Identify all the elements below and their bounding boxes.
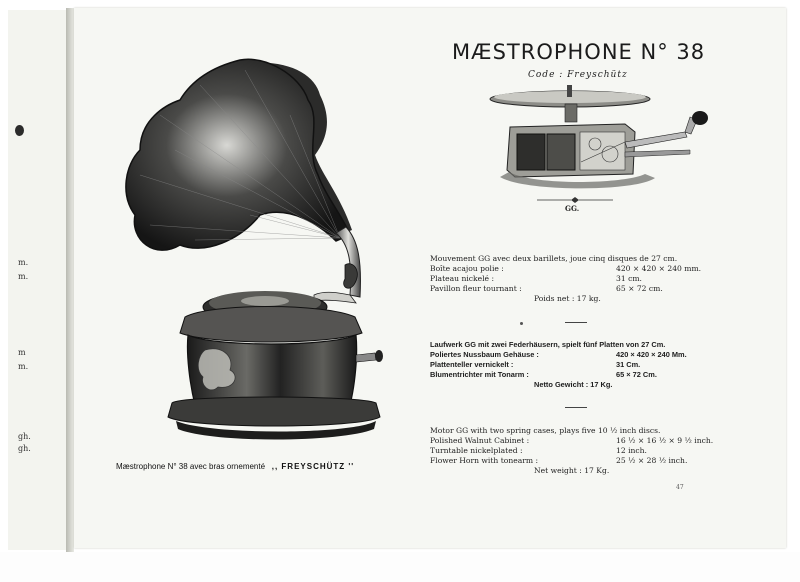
spec-label: Plateau nickelé : <box>430 274 495 283</box>
left-page-fragment: m. <box>18 362 29 371</box>
french-specs <box>430 254 702 304</box>
spec-row <box>430 274 642 284</box>
spec-row <box>430 446 647 456</box>
spec-row <box>430 426 661 436</box>
mechanism-illustration <box>485 82 715 197</box>
german-specs <box>430 340 687 390</box>
spec-value: 65 × 72 cm. <box>616 284 663 293</box>
left-page-fragment: m <box>18 348 26 357</box>
spec-label: Flower Horn with tonearm : <box>430 456 539 465</box>
page-title: MÆSTROPHONE N° 38 <box>452 40 706 64</box>
english-specs <box>430 426 714 476</box>
left-page-fragment: gh. <box>18 432 31 441</box>
section-separator <box>565 322 587 323</box>
binding-hole-icon <box>15 125 24 136</box>
spec-label: Turntable nickelplated : <box>430 446 523 455</box>
left-page-fragment: gh. <box>18 444 31 453</box>
caption-model-name: ,, FREYSCHÜTZ '' <box>271 462 355 471</box>
spec-row <box>430 340 666 350</box>
spec-value: 420 × 420 × 240 Mm. <box>616 350 687 359</box>
illustration-caption <box>116 462 354 471</box>
spec-label: Mouvement GG avec deux barillets, joue cinq disques de 27 cm. <box>430 254 678 263</box>
spec-value: 25 ½ × 28 ½ inch. <box>616 456 688 465</box>
spec-label: Motor GG with two spring cases, plays five 10 ½ inch discs. <box>430 426 661 435</box>
mechanism-label: GG. <box>565 204 580 213</box>
spec-row <box>430 436 714 446</box>
spec-value: 16 ½ × 16 ½ × 9 ½ inch. <box>616 436 714 445</box>
spec-row <box>430 350 687 360</box>
spec-value: 31 Cm. <box>616 360 641 369</box>
spec-value: 420 × 420 × 240 mm. <box>616 264 702 273</box>
net-weight: Poids net : 17 kg. <box>534 294 601 303</box>
spec-value: 65 × 72 Cm. <box>616 370 657 379</box>
page-dot <box>520 322 523 325</box>
spec-row <box>430 456 688 466</box>
spec-label: Plattenteller vernickelt : <box>430 360 514 369</box>
spec-value: 12 inch. <box>616 446 647 455</box>
spec-label: Poliertes Nussbaum Gehäuse : <box>430 350 539 359</box>
scan-margin <box>0 552 800 582</box>
spec-label: Blumentrichter mit Tonarm : <box>430 370 529 379</box>
spec-row <box>430 360 641 370</box>
left-page-edge <box>8 10 71 550</box>
ornament-divider-icon <box>535 196 615 204</box>
spec-row <box>430 370 657 380</box>
spec-label: Laufwerk GG mit zwei Federhäusern, spielt fünf Platten von 27 Cm. <box>430 340 666 349</box>
spec-label: Pavillon fleur tournant : <box>430 284 522 293</box>
left-page-fragment: m. <box>18 272 29 281</box>
code-word: Code : Freyschütz <box>528 70 628 80</box>
net-weight: Net weight : 17 Kg. <box>534 466 610 475</box>
left-page-fragment: m. <box>18 258 29 267</box>
book-gutter <box>66 8 74 553</box>
net-weight: Netto Gewicht : 17 Kg. <box>534 380 613 389</box>
spec-value: 31 cm. <box>616 274 642 283</box>
caption-text: Mæstrophone N° 38 avec bras ornementé <box>116 462 266 471</box>
gramophone-illustration <box>100 55 400 455</box>
spec-row <box>430 284 663 294</box>
spec-row <box>430 254 678 264</box>
section-separator <box>565 407 587 408</box>
page-number: 47 <box>676 484 684 491</box>
spec-label: Polished Walnut Cabinet : <box>430 436 530 445</box>
spec-row <box>430 264 702 274</box>
spec-label: Boîte acajou polie : <box>430 264 504 273</box>
